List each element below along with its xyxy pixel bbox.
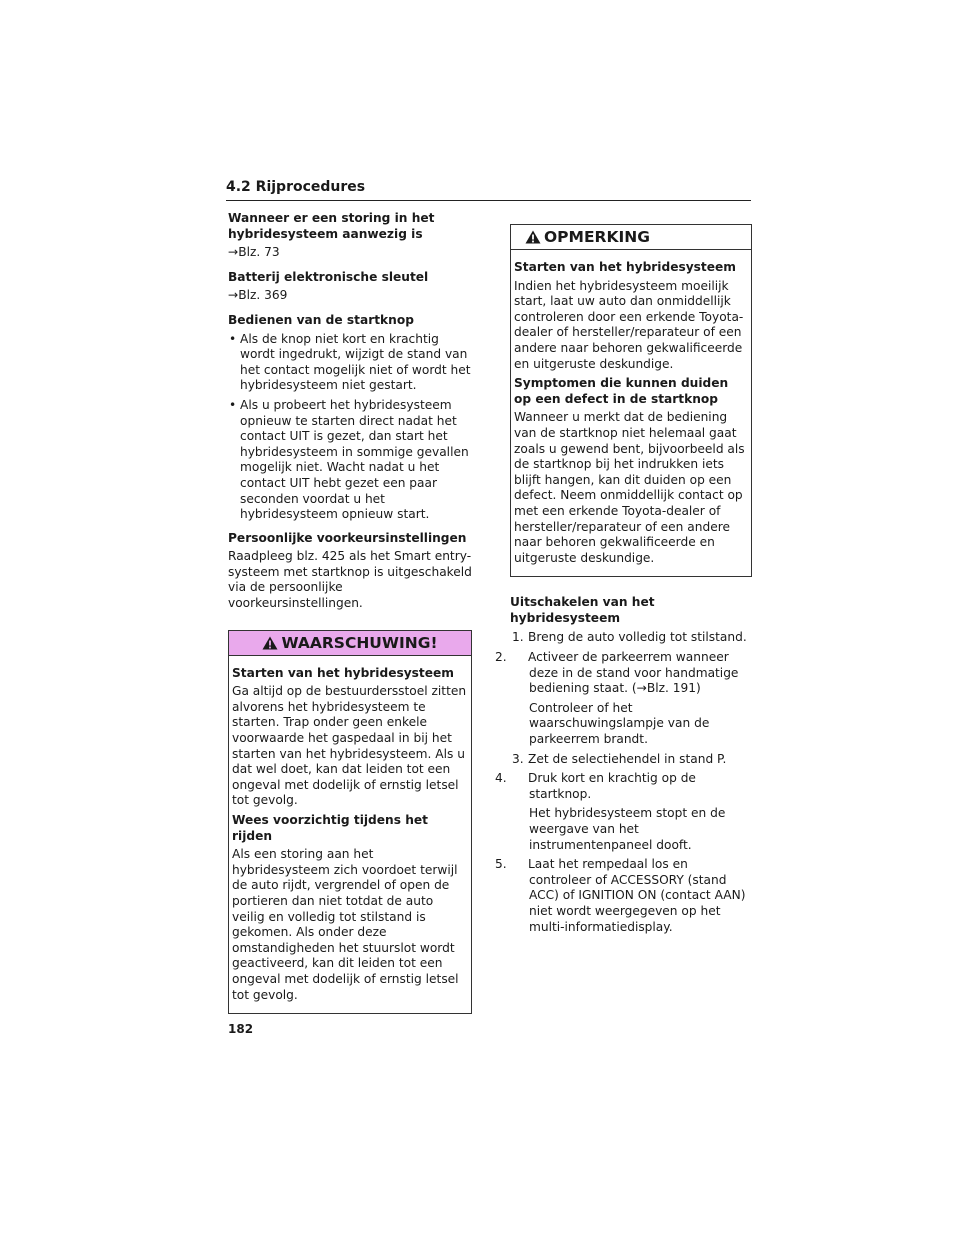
warning-title-bar [229, 631, 471, 656]
warning-triangle-icon [525, 230, 541, 244]
step-item [512, 752, 752, 768]
step-number: 4. [495, 771, 507, 786]
page-reference-369: →Blz. 369 [228, 288, 288, 303]
note-heading-start: Starten van het hybridesysteem [514, 260, 736, 274]
right-column [495, 224, 752, 939]
step-item [495, 771, 752, 853]
step-item [495, 857, 752, 935]
note-paragraph-defect: Wanneer u merkt dat de bediening van de startknop niet helemaal gaat zoals u gewend bent, bijvoorbeeld als de startknop bij het indrukken iets blijft hangen, kan dit duiden op een defect. Neem onmiddellijk contact op met een erkende Toyota-dealer of hersteller/reparateur of een andere naar behoren gekwalificeerde en uitgeruste deskundige. [514, 410, 745, 565]
warning-box [228, 630, 472, 1014]
note-title: OPMERKING [544, 228, 650, 246]
warning-heading-driving: Wees voorzichtig tijdens het rijden [232, 813, 428, 843]
step-number: 2. [495, 650, 507, 665]
heading-shutdown: Uitschakelen van het hybridesysteem [510, 595, 655, 625]
step-text: Activeer de parkeerrem wanneer deze in de stand voor handmatige bediening staat. (→Blz. 191) [528, 650, 739, 696]
step-text: Breng de auto volledig tot stilstand. [528, 630, 747, 645]
note-paragraph-start: Indien het hybridesysteem moeilijk start, laat uw auto dan onmiddellijk controleren door een erkende Toyota-dealer of hersteller/reparateur of een andere naar behoren gekwalificeerde en uitgeruste deskundige. [514, 278, 744, 371]
step-item [495, 650, 752, 748]
start-button-bullets [228, 332, 472, 523]
page-number: 182 [228, 1022, 254, 1036]
page-reference-73: →Blz. 73 [228, 245, 280, 260]
warning-paragraph-start: Ga altijd op de bestuurdersstoel zitten alvorens het hybridesysteem te starten. Trap onder geen enkele voorwaarde het gaspedaal in bij het starten van het hybridesysteem. Als u dat wel doet, kan dat leiden tot een ongeval met dodelijk of ernstig letsel tot gevolg. [232, 684, 467, 808]
step-item [512, 630, 752, 646]
step-number: 1. [512, 630, 524, 645]
left-column [228, 211, 472, 1014]
step-subtext: Het hybridesysteem stopt en de weergave van het instrumentenpaneel dooft. [529, 806, 726, 852]
step-text: Druk kort en krachtig op de startknop. [528, 771, 696, 801]
warning-triangle-icon [262, 636, 278, 650]
heading-hybrid-fault: Wanneer er een storing in het hybridesysteem aanwezig is [228, 211, 435, 241]
heading-start-button: Bedienen van de startknop [228, 312, 414, 327]
note-heading-defect: Symptomen die kunnen duiden op een defect in de startknop [514, 376, 729, 406]
step-text: Laat het rempedaal los en controleer of ACCESSORY (stand ACC) of IGNITION ON (contact AAN) niet wordt weergegeven op het multi-informatiedisplay. [528, 857, 746, 934]
warning-paragraph-driving: Als een storing aan het hybridesysteem zich voordoet terwijl de auto rijdt, vergrendel of open de portieren dan niet totdat de auto veilig en volledig tot stilstand is gekomen. Als onder deze omstandigheden het stuurslot wordt geactiveerd, kan dit leiden tot een ongeval met dodelijk of ernstig letsel tot gevolg. [232, 847, 459, 1002]
warning-heading-start: Starten van het hybridesysteem [232, 665, 454, 680]
step-number: 3. [512, 751, 524, 766]
heading-personal-settings: Persoonlijke voorkeursinstellingen [228, 530, 467, 545]
shutdown-steps [495, 630, 752, 935]
note-title-bar [511, 225, 751, 250]
step-number: 5. [495, 857, 507, 872]
paragraph-personal-settings: Raadpleeg blz. 425 als het Smart entry-systeem met startknop is uitgeschakeld via de persoonlijke voorkeursinstellingen. [228, 549, 472, 611]
warning-body [229, 656, 471, 1013]
step-subtext: Controleer of het waarschuwingslampje van de parkeerrem brandt. [529, 700, 710, 747]
bullet-item: • Als de knop niet kort en krachtig wordt ingedrukt, wijzigt de stand van het contact mogelijk niet of wordt het hybridesysteem niet gestart. [228, 332, 472, 394]
section-header: 4.2 Rijprocedures [226, 178, 751, 201]
heading-key-battery: Batterij elektronische sleutel [228, 269, 429, 284]
warning-title: WAARSCHUWING! [281, 633, 438, 652]
bullet-item: • Als u probeert het hybridesysteem opnieuw te starten direct nadat het contact UIT is gezet, dan start het hybridesysteem in sommige gevallen mogelijk niet. Wacht nadat u het contact UIT hebt gezet een paar seconden voordat u het hybridesysteem opnieuw start. [228, 398, 472, 523]
step-text: Zet de selectiehendel in stand P. [528, 751, 727, 766]
note-body [511, 250, 751, 576]
note-box [510, 224, 752, 577]
